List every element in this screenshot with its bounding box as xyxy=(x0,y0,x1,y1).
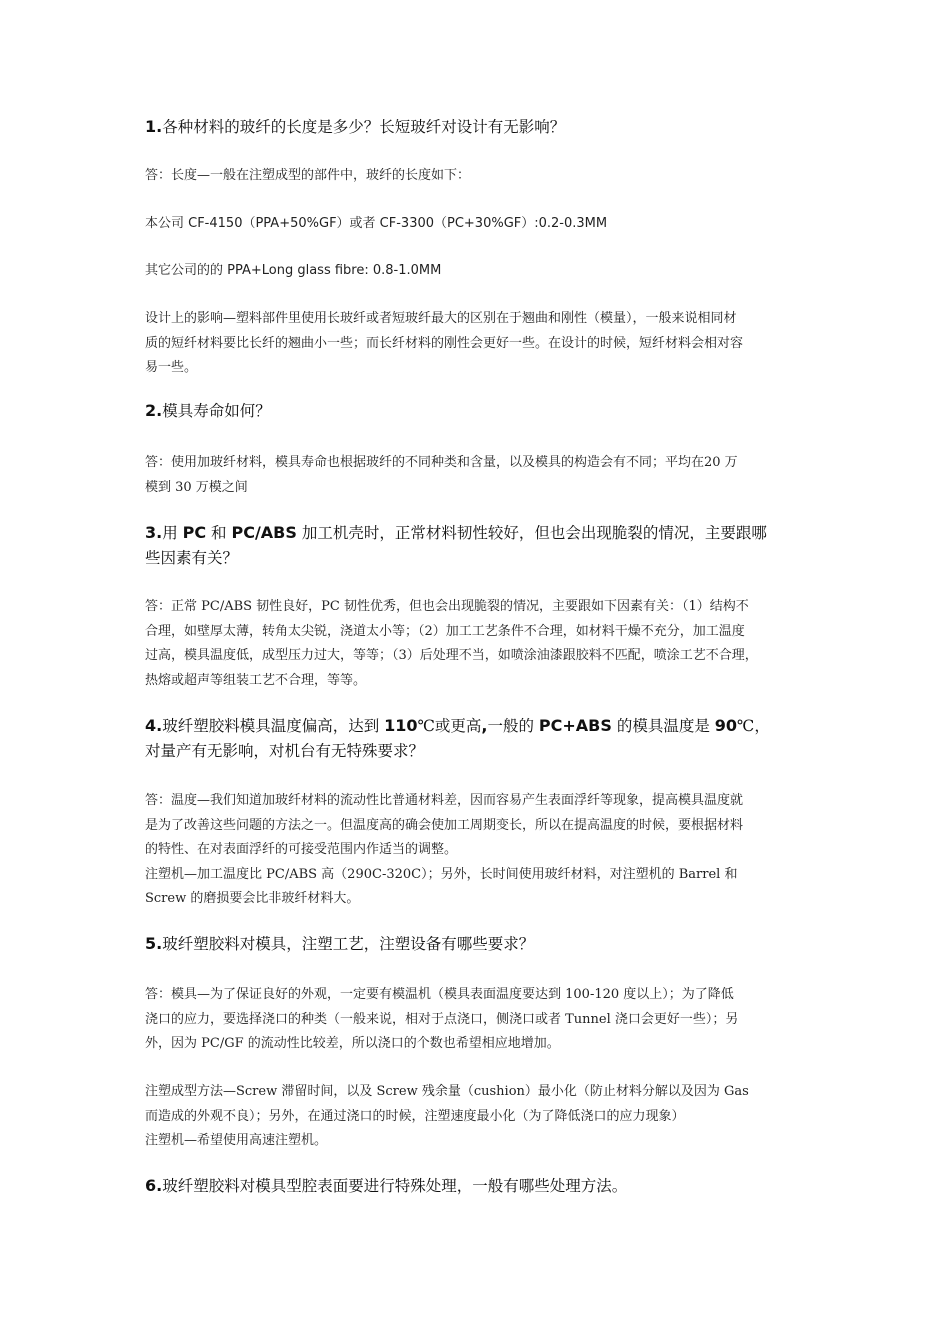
answer-line: 注塑机—加工温度比 PC/ABS 高（290C-320C）；另外，长时间使用玻纤材料，对注塑机的 Barrel 和 xyxy=(145,866,738,882)
question-number: 4. xyxy=(145,716,163,735)
answer-1-other-length xyxy=(145,259,810,284)
answer-line: 是为了改善这些问题的方法之一。但温度高的确会使加工周期变长，所以在提高温度的时候，要根据材料 xyxy=(145,817,744,833)
question-text: 玻纤塑胶料对模具，注塑工艺，注塑设备有哪些要求？ xyxy=(162,935,535,953)
question-6-heading xyxy=(145,1173,810,1199)
question-text: 对量产有无影响，对机台有无特殊要求？ xyxy=(145,742,425,760)
question-text: 加工机壳时，正常材料韧性较好，但也会出现脆裂的情况，主要跟哪 xyxy=(296,524,767,542)
question-1-heading xyxy=(145,114,810,140)
answer-line: 答：使用加玻纤材料，模具寿命也根据玻纤的不同种类和含量，以及模具的构造会有不同；平均在20 万 xyxy=(145,455,738,470)
answer-line: 本公司 CF-4150（PPA+50%GF）或者 CF-3300（PC+30%GF）:0.2-0.3MM xyxy=(145,216,608,231)
question-text: 用 xyxy=(162,524,183,542)
answer-line: 模到 30 万模之间 xyxy=(145,479,248,495)
answer-1-design-impact xyxy=(145,307,810,381)
question-term: PC+ABS xyxy=(538,716,612,735)
answer-3 xyxy=(145,595,810,693)
answer-1-intro xyxy=(145,164,810,189)
question-text: 一般的 xyxy=(487,717,539,735)
question-text: 和 xyxy=(206,524,232,542)
question-term: 110 xyxy=(384,716,418,735)
question-text: ℃， xyxy=(737,717,770,735)
question-2-heading xyxy=(145,398,810,424)
question-number: 1. xyxy=(145,117,163,136)
question-term: , xyxy=(481,716,488,735)
question-text: ℃或更高 xyxy=(417,717,482,735)
question-text: 些因素有关？ xyxy=(145,549,239,567)
answer-line: 外，因为 PC/GF 的流动性比较差，所以浇口的个数也希望相应地增加。 xyxy=(145,1036,560,1051)
answer-line: 其它公司的的 PPA+Long glass fibre: 0.8-1.0MM xyxy=(145,263,442,278)
answer-line: 易一些。 xyxy=(145,360,198,375)
answer-1-company-length xyxy=(145,212,810,237)
question-number: 5. xyxy=(145,934,163,953)
question-number: 6. xyxy=(145,1176,163,1195)
question-term: 90 xyxy=(714,716,738,735)
answer-line: 注塑机—希望使用高速注塑机。 xyxy=(145,1133,328,1148)
question-4-heading xyxy=(145,713,810,764)
answer-line: 答：长度—一般在注塑成型的部件中，玻纤的长度如下： xyxy=(145,168,471,183)
question-text: 的模具温度是 xyxy=(611,717,715,735)
answer-line: Screw 的磨损要会比非玻纤材料大。 xyxy=(145,891,360,906)
question-number: 3. xyxy=(145,523,163,542)
answer-line: 答：温度—我们知道加玻纤材料的流动性比普通材料差，因而容易产生表面浮纤等现象，提高模具温度就 xyxy=(145,793,744,808)
answer-line: 注塑成型方法—Screw 滞留时间，以及 Screw 残余量（cushion）最小化（防止材料分解以及因为 Gas xyxy=(145,1084,749,1099)
answer-line: 而造成的外观不良）；另外，在通过浇口的时候，注塑速度最小化（为了降低浇口的应力现象） xyxy=(145,1108,685,1124)
answer-line: 设计上的影响—塑料部件里使用长玻纤或者短玻纤最大的区别在于翘曲和刚性（模量），一般来说相同材 xyxy=(145,311,737,326)
question-term: PC/ABS xyxy=(231,523,297,542)
question-number: 2. xyxy=(145,401,163,420)
question-5-heading xyxy=(145,931,810,957)
answer-line: 过高，模具温度低，成型压力过大，等等；（3）后处理不当，如喷涂油漆跟胶料不匹配，喷涂工艺不合理， xyxy=(145,648,758,663)
question-text: 玻纤塑胶料模具温度偏高，达到 xyxy=(162,717,385,735)
question-text: 各种材料的玻纤的长度是多少？长短玻纤对设计有无影响？ xyxy=(162,118,566,136)
answer-line: 浇口的应力，要选择浇口的种类（一般来说，相对于点浇口，侧浇口或者 Tunnel 浇口会更好一些）；另 xyxy=(145,1011,739,1027)
answer-line: 合理，如壁厚太薄，转角太尖锐，浇道太小等；（2）加工工艺条件不合理，如材料干燥不充分，加工温度 xyxy=(145,623,745,639)
answer-5-process xyxy=(145,1080,810,1154)
answer-line: 答：正常 PC/ABS 韧性良好，PC 韧性优秀，但也会出现脆裂的情况，主要跟如下因素有关：（1）结构不 xyxy=(145,599,749,614)
answer-line: 质的短纤材料要比长纤的翘曲小一些；而长纤材料的刚性会更好一些。在设计的时候，短纤材料会相对容 xyxy=(145,335,744,351)
answer-4 xyxy=(145,789,810,912)
answer-2 xyxy=(145,451,810,500)
answer-line: 的特性、在对表面浮纤的可接受范围内作适当的调整。 xyxy=(145,842,458,857)
question-term: PC xyxy=(182,523,207,542)
question-text: 模具寿命如何？ xyxy=(162,402,271,420)
question-3-heading xyxy=(145,520,810,571)
question-text: 玻纤塑胶料对模具型腔表面要进行特殊处理，一般有哪些处理方法。 xyxy=(162,1177,628,1195)
answer-line: 答：模具—为了保证良好的外观，一定要有模温机（模具表面温度要达到 100-120 度以上）；为了降低 xyxy=(145,987,734,1002)
answer-line: 热熔或超声等组装工艺不合理，等等。 xyxy=(145,672,367,688)
answer-5-mold xyxy=(145,983,810,1057)
